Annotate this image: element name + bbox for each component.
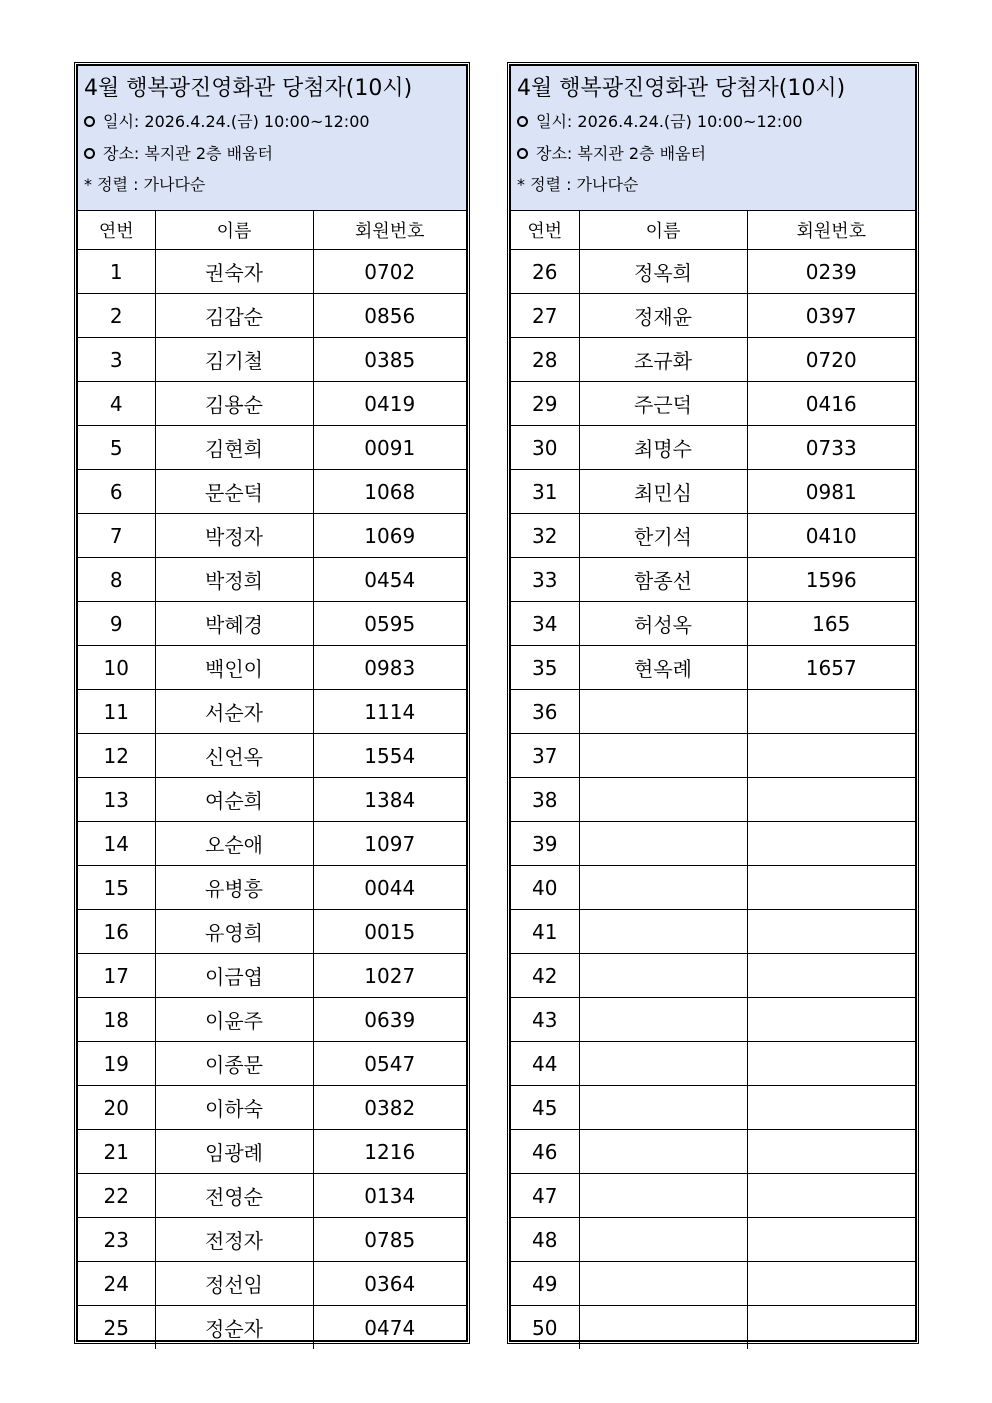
member-id: 0044 (313, 866, 466, 910)
column-header-number: 연번 (511, 211, 579, 250)
table-row (511, 1218, 915, 1262)
table-row (511, 778, 915, 822)
row-number: 1 (78, 250, 155, 294)
table-row (511, 1174, 915, 1218)
table-row (78, 1262, 466, 1306)
winner-name: 전영순 (155, 1174, 313, 1218)
row-number: 41 (511, 910, 579, 954)
table-row (78, 382, 466, 426)
member-id: 0547 (313, 1042, 466, 1086)
table-row (511, 954, 915, 998)
member-id: 0474 (313, 1306, 466, 1350)
member-id: 0091 (313, 426, 466, 470)
member-id: 1596 (747, 558, 915, 602)
table-row (511, 1130, 915, 1174)
row-number: 14 (78, 822, 155, 866)
row-number: 13 (78, 778, 155, 822)
member-id: 1216 (313, 1130, 466, 1174)
row-number: 16 (78, 910, 155, 954)
member-id: 0733 (747, 426, 915, 470)
date-text: 일시: 2026.4.24.(금) 10:00~12:00 (536, 112, 803, 131)
table-row (78, 734, 466, 778)
winner-name: 정선임 (155, 1262, 313, 1306)
row-number: 18 (78, 998, 155, 1042)
winner-name (579, 954, 747, 998)
member-id: 0981 (747, 470, 915, 514)
table-row (511, 866, 915, 910)
winners-panel-left (76, 64, 468, 1342)
member-id: 1657 (747, 646, 915, 690)
table-row (511, 690, 915, 734)
table-row (78, 866, 466, 910)
table-row (78, 1086, 466, 1130)
row-number: 37 (511, 734, 579, 778)
row-number: 36 (511, 690, 579, 734)
table-row (511, 558, 915, 602)
row-number: 24 (78, 1262, 155, 1306)
winner-name (579, 1086, 747, 1130)
winner-name: 박혜경 (155, 602, 313, 646)
row-number: 26 (511, 250, 579, 294)
row-number: 49 (511, 1262, 579, 1306)
member-id: 0720 (747, 338, 915, 382)
member-id: 0385 (313, 338, 466, 382)
winner-name: 오순애 (155, 822, 313, 866)
table-row (78, 426, 466, 470)
row-number: 4 (78, 382, 155, 426)
winner-name: 이종문 (155, 1042, 313, 1086)
date-text: 일시: 2026.4.24.(금) 10:00~12:00 (103, 112, 370, 131)
winner-name (579, 1306, 747, 1350)
row-number: 34 (511, 602, 579, 646)
table-row (78, 1306, 466, 1350)
place-line (84, 138, 460, 170)
table-row (78, 558, 466, 602)
winner-name: 서순자 (155, 690, 313, 734)
row-number: 5 (78, 426, 155, 470)
member-id: 0364 (313, 1262, 466, 1306)
sort-note: * 정렬 : 가나다순 (517, 175, 639, 194)
row-number: 48 (511, 1218, 579, 1262)
member-id: 0416 (747, 382, 915, 426)
member-id: 0785 (313, 1218, 466, 1262)
winner-name: 임광례 (155, 1130, 313, 1174)
member-id: 0382 (313, 1086, 466, 1130)
winner-name (579, 1174, 747, 1218)
member-id (747, 1042, 915, 1086)
column-header-member-id: 회원번호 (747, 211, 915, 250)
column-header-number: 연번 (78, 211, 155, 250)
member-id: 0595 (313, 602, 466, 646)
member-id: 0419 (313, 382, 466, 426)
member-id (747, 998, 915, 1042)
member-id (747, 690, 915, 734)
column-header-member-id: 회원번호 (313, 211, 466, 250)
table-row (511, 514, 915, 558)
table-row (78, 602, 466, 646)
winners-table (78, 211, 466, 1349)
row-number: 27 (511, 294, 579, 338)
member-id (747, 1130, 915, 1174)
member-id: 0639 (313, 998, 466, 1042)
column-header-name: 이름 (579, 211, 747, 250)
table-row (78, 1218, 466, 1262)
member-id (747, 1306, 915, 1350)
row-number: 47 (511, 1174, 579, 1218)
date-line (84, 106, 460, 138)
member-id: 1069 (313, 514, 466, 558)
table-row (511, 426, 915, 470)
winner-name (579, 910, 747, 954)
table-row (78, 822, 466, 866)
winner-name: 조규화 (579, 338, 747, 382)
panel-header (78, 66, 466, 211)
winner-name: 현옥례 (579, 646, 747, 690)
table-row (511, 998, 915, 1042)
winner-name: 권숙자 (155, 250, 313, 294)
winner-name: 신언옥 (155, 734, 313, 778)
row-number: 12 (78, 734, 155, 778)
member-id: 1554 (313, 734, 466, 778)
table-row (511, 1086, 915, 1130)
member-id (747, 1086, 915, 1130)
winners-panel-right (509, 64, 917, 1342)
place-text: 장소: 복지관 2층 배움터 (103, 144, 273, 163)
table-row (511, 250, 915, 294)
winner-name: 유병흥 (155, 866, 313, 910)
winner-name (579, 822, 747, 866)
row-number: 50 (511, 1306, 579, 1350)
member-id: 0856 (313, 294, 466, 338)
row-number: 45 (511, 1086, 579, 1130)
table-row (78, 778, 466, 822)
row-number: 7 (78, 514, 155, 558)
row-number: 46 (511, 1130, 579, 1174)
table-row (511, 1306, 915, 1350)
table-row (511, 1042, 915, 1086)
table-row (511, 1262, 915, 1306)
table-row (511, 602, 915, 646)
member-id: 0983 (313, 646, 466, 690)
winners-table (511, 211, 915, 1349)
member-id: 1027 (313, 954, 466, 998)
row-number: 15 (78, 866, 155, 910)
winner-name (579, 1042, 747, 1086)
winner-name: 허성옥 (579, 602, 747, 646)
row-number: 35 (511, 646, 579, 690)
winner-name: 김기철 (155, 338, 313, 382)
row-number: 38 (511, 778, 579, 822)
winner-name: 이하숙 (155, 1086, 313, 1130)
circle-bullet-icon (84, 148, 95, 159)
winner-name: 전정자 (155, 1218, 313, 1262)
table-row (78, 1130, 466, 1174)
winner-name: 정옥희 (579, 250, 747, 294)
winner-name: 박정자 (155, 514, 313, 558)
row-number: 33 (511, 558, 579, 602)
table-row (511, 734, 915, 778)
panel-header (511, 66, 915, 211)
winner-name (579, 778, 747, 822)
circle-bullet-icon (517, 148, 528, 159)
member-id: 0454 (313, 558, 466, 602)
table-row (78, 910, 466, 954)
winner-name (579, 690, 747, 734)
table-row (78, 1042, 466, 1086)
row-number: 9 (78, 602, 155, 646)
winner-name: 이윤주 (155, 998, 313, 1042)
row-number: 30 (511, 426, 579, 470)
table-row (511, 294, 915, 338)
table-row (511, 910, 915, 954)
winner-name: 이금엽 (155, 954, 313, 998)
winner-name: 정순자 (155, 1306, 313, 1350)
table-row (78, 1174, 466, 1218)
winner-name (579, 1130, 747, 1174)
panel-title: 4월 행복광진영화관 당첨자(10시) (84, 76, 413, 101)
winner-name: 김현희 (155, 426, 313, 470)
row-number: 19 (78, 1042, 155, 1086)
table-row (78, 998, 466, 1042)
member-id (747, 1262, 915, 1306)
winner-name: 최민심 (579, 470, 747, 514)
row-number: 40 (511, 866, 579, 910)
member-id (747, 734, 915, 778)
member-id: 1097 (313, 822, 466, 866)
winner-name: 김용순 (155, 382, 313, 426)
member-id: 0239 (747, 250, 915, 294)
member-id (747, 910, 915, 954)
row-number: 43 (511, 998, 579, 1042)
table-row (78, 690, 466, 734)
winner-name: 유영희 (155, 910, 313, 954)
row-number: 10 (78, 646, 155, 690)
row-number: 44 (511, 1042, 579, 1086)
row-number: 23 (78, 1218, 155, 1262)
member-id: 0134 (313, 1174, 466, 1218)
table-row (511, 646, 915, 690)
row-number: 11 (78, 690, 155, 734)
column-header-name: 이름 (155, 211, 313, 250)
member-id: 1114 (313, 690, 466, 734)
winner-name (579, 998, 747, 1042)
sort-note: * 정렬 : 가나다순 (84, 175, 206, 194)
member-id (747, 778, 915, 822)
table-header-row (511, 211, 915, 250)
row-number: 21 (78, 1130, 155, 1174)
table-row (511, 822, 915, 866)
table-row (511, 338, 915, 382)
winner-name (579, 866, 747, 910)
row-number: 42 (511, 954, 579, 998)
table-row (78, 470, 466, 514)
table-row (78, 338, 466, 382)
member-id: 0015 (313, 910, 466, 954)
panel-title: 4월 행복광진영화관 당첨자(10시) (517, 76, 846, 101)
place-line (517, 138, 909, 170)
row-number: 31 (511, 470, 579, 514)
member-id: 165 (747, 602, 915, 646)
date-line (517, 106, 909, 138)
member-id: 1384 (313, 778, 466, 822)
row-number: 2 (78, 294, 155, 338)
member-id: 0702 (313, 250, 466, 294)
member-id (747, 822, 915, 866)
member-id: 0410 (747, 514, 915, 558)
winner-name (579, 1218, 747, 1262)
member-id: 1068 (313, 470, 466, 514)
row-number: 25 (78, 1306, 155, 1350)
member-id (747, 1174, 915, 1218)
member-id (747, 954, 915, 998)
row-number: 29 (511, 382, 579, 426)
row-number: 17 (78, 954, 155, 998)
winner-name: 최명수 (579, 426, 747, 470)
row-number: 32 (511, 514, 579, 558)
winner-name: 주근덕 (579, 382, 747, 426)
winner-name: 문순덕 (155, 470, 313, 514)
place-text: 장소: 복지관 2층 배움터 (536, 144, 706, 163)
row-number: 20 (78, 1086, 155, 1130)
winner-name: 김갑순 (155, 294, 313, 338)
circle-bullet-icon (84, 116, 95, 127)
table-row (78, 954, 466, 998)
winner-name: 함종선 (579, 558, 747, 602)
member-id (747, 866, 915, 910)
table-header-row (78, 211, 466, 250)
winner-name: 정재윤 (579, 294, 747, 338)
table-row (511, 382, 915, 426)
winner-name: 한기석 (579, 514, 747, 558)
row-number: 8 (78, 558, 155, 602)
table-row (78, 294, 466, 338)
row-number: 28 (511, 338, 579, 382)
row-number: 3 (78, 338, 155, 382)
table-row (78, 250, 466, 294)
winner-name (579, 734, 747, 778)
member-id (747, 1218, 915, 1262)
row-number: 6 (78, 470, 155, 514)
winner-name (579, 1262, 747, 1306)
circle-bullet-icon (517, 116, 528, 127)
table-row (511, 470, 915, 514)
winner-name: 백인이 (155, 646, 313, 690)
winner-name: 박정희 (155, 558, 313, 602)
winner-name: 여순희 (155, 778, 313, 822)
row-number: 39 (511, 822, 579, 866)
member-id: 0397 (747, 294, 915, 338)
table-row (78, 646, 466, 690)
table-row (78, 514, 466, 558)
row-number: 22 (78, 1174, 155, 1218)
